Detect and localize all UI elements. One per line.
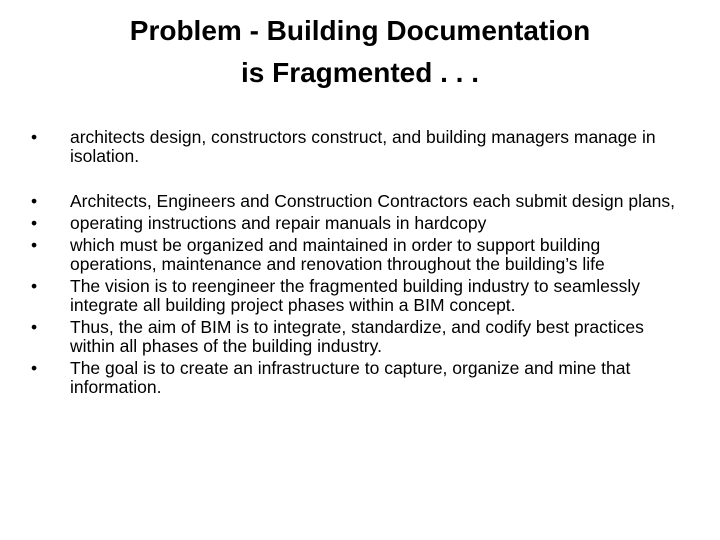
slide-title-line-2: is Fragmented . . . (240, 57, 480, 88)
bullet-marker: • (31, 213, 38, 233)
bullet-text: Thus, the aim of BIM is to integrate, standardize, and codify best practices within all phases of the building industry. (70, 317, 644, 356)
bullet-item (31, 192, 691, 211)
bullet-item (31, 214, 691, 233)
bullet-item (31, 128, 691, 166)
bullet-marker: • (31, 191, 38, 211)
bullet-item (31, 277, 691, 315)
bullet-text: Architects, Engineers and Construction Contractors each submit design plans, (70, 191, 676, 211)
bullet-text: The goal is to create an infrastructure to capture, organize and mine that information. (70, 358, 631, 397)
bullet-marker: • (31, 276, 38, 296)
bullet-text: which must be organized and maintained in order to support building operations, maintenance and renovation throughout the building’s life (70, 235, 605, 274)
bullet-marker: • (31, 358, 38, 378)
bullet-text: operating instructions and repair manuals in hardcopy (70, 213, 487, 233)
bullet-text: The vision is to reengineer the fragmented building industry to seamlessly integrate all building project phases within a BIM concept. (70, 276, 641, 315)
slide-title (40, 10, 680, 94)
bullet-item (31, 236, 691, 274)
bullet-text: architects design, constructors construct, and building managers manage in isolation. (70, 127, 656, 166)
bullet-marker: • (31, 317, 38, 337)
bullet-list (31, 128, 691, 400)
bullet-marker: • (31, 235, 38, 255)
bullet-item (31, 318, 691, 356)
bullet-item (31, 359, 691, 397)
bullet-marker: • (31, 127, 38, 147)
slide-title-line-1: Problem - Building Documentation (129, 15, 591, 46)
